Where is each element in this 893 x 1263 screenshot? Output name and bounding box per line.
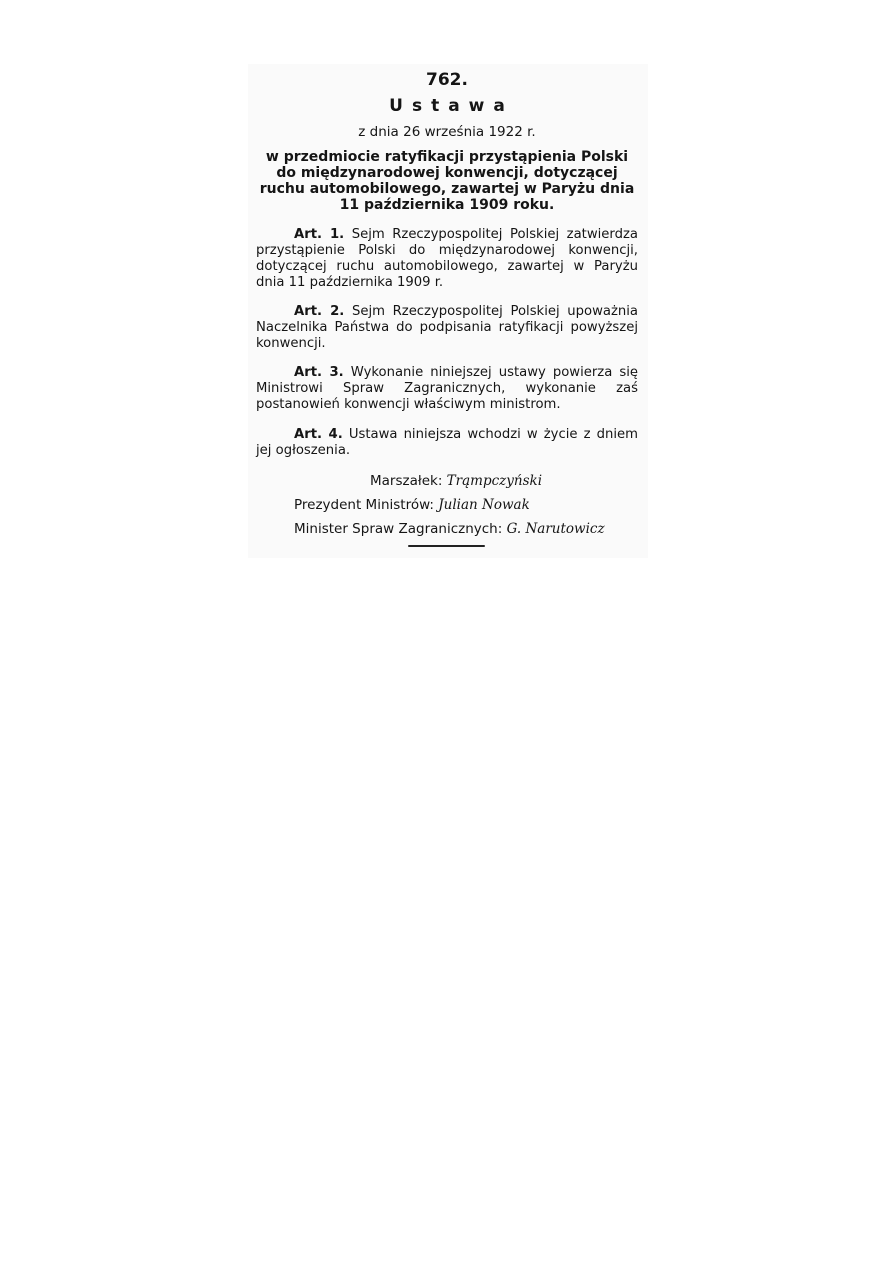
article-text: Ustawa niniejsza wchodzi w życie z dniem jej ogłoszenia. (256, 426, 638, 458)
signature-role: Marszałek: (370, 472, 443, 489)
article-text: Sejm Rzeczypospolitej Polskiej upoważnia Naczelnika Państwa do podpisania ratyfikacji powyższej konwencji. (256, 304, 638, 352)
article-1 (256, 227, 638, 291)
act-date: z dnia 26 września 1922 r. (358, 124, 536, 140)
article-label: Art. 1. (294, 227, 345, 242)
closing-rule-divider (408, 545, 485, 547)
signature-role: Minister Spraw Zagranicznych: (294, 520, 503, 537)
article-label: Art. 3. (294, 365, 344, 381)
signature-name: Julian Nowak (438, 496, 530, 513)
article-label: Art. 4. (294, 426, 343, 442)
act-subject: w przedmiocie ratyfikacji przystąpienia Polski do międzynarodowej konwencji, dotyczącej ruchu automobilowego, zawartej w Paryżu dnia 11 października 1909 roku. (259, 149, 635, 213)
signature-prime-minister (256, 496, 638, 514)
article-3 (256, 365, 638, 413)
article-text: Sejm Rzeczypospolitej Polskiej zatwierdza przystąpienie Polski do międzynarodowej konwencji, dotyczącej ruchu automobilowego, zawartej w Paryżu dnia 11 października 1909 r. (256, 227, 638, 290)
article-label: Art. 2. (294, 304, 345, 320)
signature-name: Trąmpczyński (446, 472, 543, 489)
act-type-heading: Ustawa (389, 96, 514, 116)
article-4 (256, 427, 638, 459)
signature-foreign-minister (256, 520, 638, 538)
legal-document (256, 68, 638, 538)
act-number: 762. (426, 70, 468, 90)
signature-role: Prezydent Ministrów: (294, 496, 434, 513)
signature-marshal (256, 472, 638, 490)
signature-name: G. Narutowicz (506, 520, 605, 537)
article-2 (256, 304, 638, 352)
article-text: Wykonanie niniejszej ustawy powierza się Ministrowi Spraw Zagranicznych, wykonanie zaś postanowień konwencji właściwym ministrom. (256, 365, 638, 413)
